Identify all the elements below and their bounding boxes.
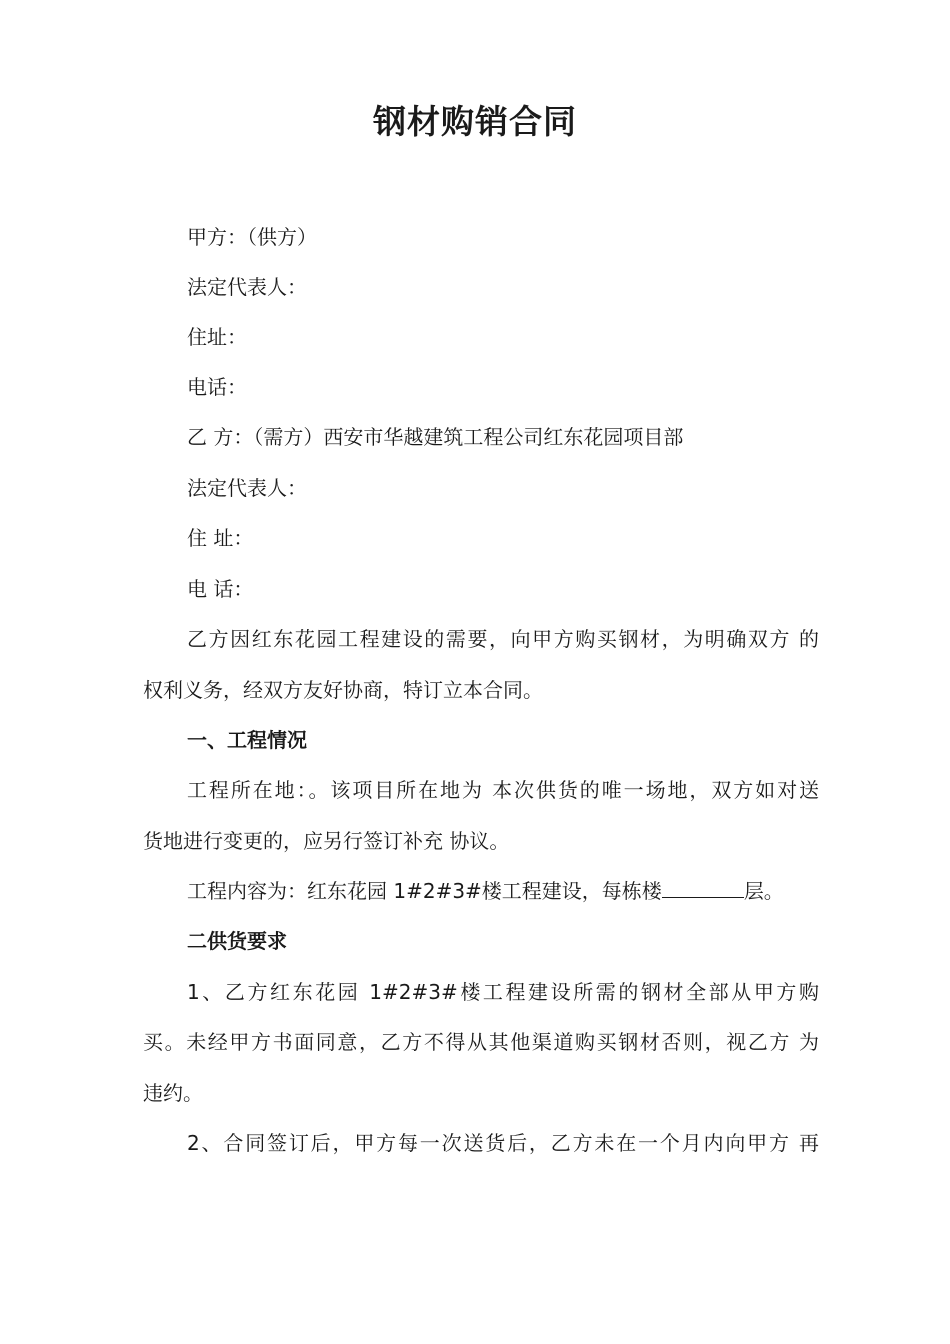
party-a-address: 住址： [187, 325, 247, 349]
party-b-phone: 电 话： [187, 577, 254, 601]
party-a-legal-rep: 法定代表人： [187, 275, 307, 299]
intro-line-1: 乙方因红东花园工程建设的需要，向甲方购买钢材，为明确双方 的 [187, 627, 819, 651]
item-1-line-3: 违约。 [143, 1081, 203, 1105]
location-line-1: 工程所在地：。该项目所在地为 本次供货的唯一场地，双方如对送 [187, 778, 819, 802]
item-1-line-2: 买。未经甲方书面同意，乙方不得从其他渠道购买钢材否则，视乙方 为 [143, 1030, 819, 1054]
section-1-heading: 一、工程情况 [187, 728, 307, 752]
party-b-address: 住 址： [187, 526, 254, 550]
floors-blank [662, 877, 744, 898]
party-b-label: 乙 方：（需方）西安市华越建筑工程公司红东花园项目部 [187, 425, 684, 449]
content-line [187, 876, 784, 906]
party-b-legal-rep: 法定代表人： [187, 476, 307, 500]
party-a-phone: 电话： [187, 375, 247, 399]
item-1-line-1: 1、乙方红东花园 1#2#3#楼工程建设所需的钢材全部从甲方购 [187, 980, 819, 1004]
location-line-2: 货地进行变更的，应另行签订补充 协议。 [143, 829, 510, 853]
item-2-line-1: 2、合同签订后，甲方每一次送货后，乙方未在一个月内向甲方 再 [187, 1131, 819, 1155]
document-title: 钢材购销合同 [373, 102, 577, 141]
intro-line-2: 权利义务，经双方友好协商，特订立本合同。 [143, 678, 543, 702]
party-a-label: 甲方：（供方） [187, 225, 317, 249]
content-prefix: 工程内容为：红东花园 1#2#3#楼工程建设，每栋楼 [187, 879, 662, 903]
content-suffix: 层。 [743, 879, 784, 903]
section-2-heading: 二供货要求 [187, 929, 287, 953]
